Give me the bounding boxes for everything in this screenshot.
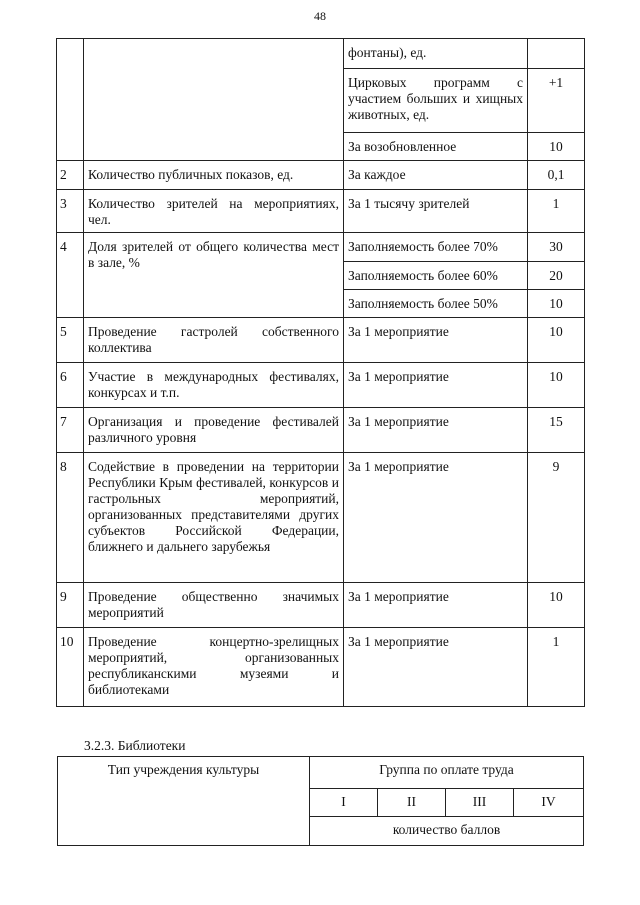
row-number: 9 — [57, 583, 84, 628]
points-cell: 20 — [528, 262, 585, 290]
row-number: 4 — [57, 233, 84, 318]
unit-cell: Заполняемость более 50% — [344, 290, 528, 318]
group-ii-header: II — [378, 788, 446, 817]
unit-cell: За 1 мероприятие — [344, 628, 528, 707]
unit-cell: Заполняемость более 60% — [344, 262, 528, 290]
points-cell: 15 — [528, 408, 585, 453]
table-row — [57, 39, 585, 69]
col-institution-type-header: Тип учреждения культуры — [58, 757, 310, 846]
row-number: 10 — [57, 628, 84, 707]
libraries-table — [57, 756, 584, 846]
unit-cell: За 1 мероприятие — [344, 583, 528, 628]
points-cell — [528, 39, 585, 69]
indicator-cell: Проведение концертно-зрелищных мероприятий, организованных республиканскими музеями и библиотеками — [84, 628, 344, 707]
points-cell: 9 — [528, 453, 585, 583]
unit-cell: Цирковых программ с участием больших и хищных животных, ед. — [344, 69, 528, 133]
indicator-cell: Участие в международных фестивалях, конкурсах и т.п. — [84, 363, 344, 408]
table-row — [57, 408, 585, 453]
points-cell: 0,1 — [528, 161, 585, 190]
unit-cell: За 1 мероприятие — [344, 453, 528, 583]
points-cell: 1 — [528, 628, 585, 707]
row-number: 3 — [57, 190, 84, 233]
indicator-cell: Проведение гастролей собственного коллектива — [84, 318, 344, 363]
points-cell: 10 — [528, 363, 585, 408]
unit-cell: За 1 мероприятие — [344, 363, 528, 408]
unit-cell: За 1 тысячу зрителей — [344, 190, 528, 233]
table-row — [57, 233, 585, 262]
points-cell: 10 — [528, 583, 585, 628]
indicator-cell: Доля зрителей от общего количества мест в зале, % — [84, 233, 344, 318]
points-cell: 10 — [528, 290, 585, 318]
unit-cell: Заполняемость более 70% — [344, 233, 528, 262]
unit-cell: За 1 мероприятие — [344, 318, 528, 363]
indicator-cell: Количество публичных показов, ед. — [84, 161, 344, 190]
page-number: 48 — [314, 9, 326, 23]
table-row — [57, 190, 585, 233]
unit-cell: фонтаны), ед. — [344, 39, 528, 69]
points-cell: 30 — [528, 233, 585, 262]
table-row — [57, 363, 585, 408]
row-number — [57, 39, 84, 161]
table-row — [57, 628, 585, 707]
points-label: количество баллов — [310, 817, 584, 846]
row-number: 6 — [57, 363, 84, 408]
table-row — [57, 453, 585, 583]
unit-cell: За возобновленное — [344, 133, 528, 161]
table-row — [57, 318, 585, 363]
indicator-cell: Количество зрителей на мероприятиях, чел. — [84, 190, 344, 233]
row-number: 7 — [57, 408, 84, 453]
row-number: 5 — [57, 318, 84, 363]
points-cell: 10 — [528, 318, 585, 363]
pay-group-header: Группа по оплате труда — [310, 757, 584, 789]
indicator-cell: Организация и проведение фестивалей различного уровня — [84, 408, 344, 453]
group-iv-header: IV — [514, 788, 584, 817]
unit-cell: За каждое — [344, 161, 528, 190]
unit-cell: За 1 мероприятие — [344, 408, 528, 453]
points-cell: 10 — [528, 133, 585, 161]
indicator-cell: Проведение общественно значимых мероприятий — [84, 583, 344, 628]
indicator-cell — [84, 39, 344, 161]
group-iii-header: III — [446, 788, 514, 817]
points-cell: +1 — [528, 69, 585, 133]
row-number: 8 — [57, 453, 84, 583]
table-row — [57, 161, 585, 190]
section-title: 3.2.3. Библиотеки — [84, 738, 186, 753]
row-number: 2 — [57, 161, 84, 190]
group-i-header: I — [310, 788, 378, 817]
points-cell: 1 — [528, 190, 585, 233]
indicator-cell: Содействие в проведении на территории Республики Крым фестивалей, конкурсов и гастрольных мероприятий, организованных представителями других субъектов Российской Федерации, ближнего и дальнего зарубежья — [84, 453, 344, 583]
table-row — [57, 583, 585, 628]
criteria-table — [56, 38, 585, 707]
